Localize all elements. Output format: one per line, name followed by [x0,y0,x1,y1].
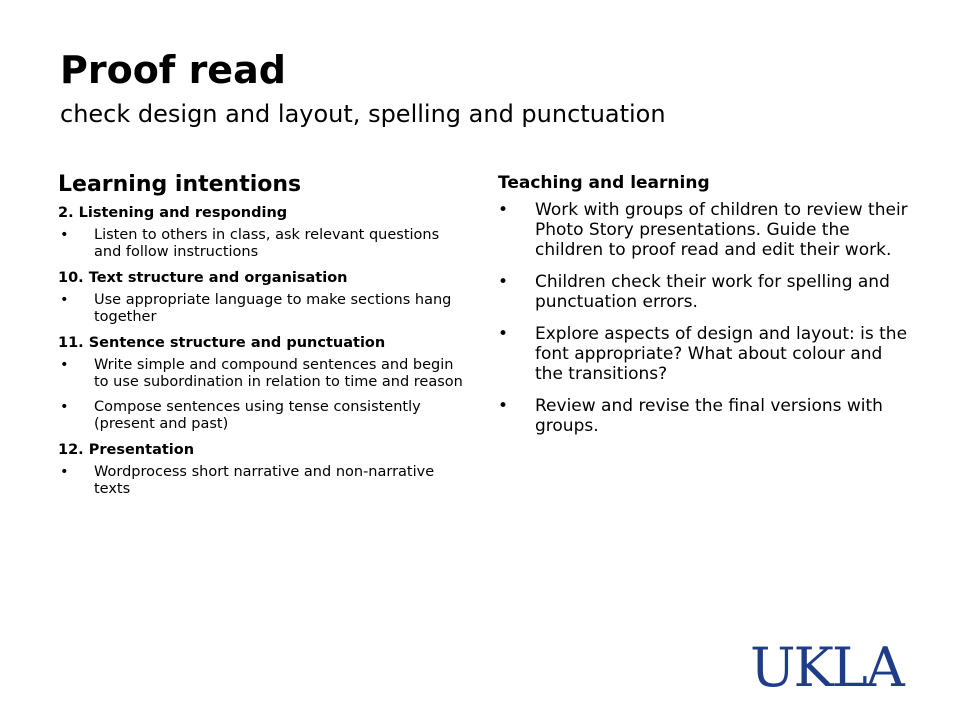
list-item [58,227,468,261]
list-item [58,292,468,326]
title-block [60,44,920,130]
ukla-logo-text: UKLA [750,636,903,696]
list-item [498,200,908,260]
section-heading-listening: 2. Listening and responding [58,205,288,221]
bullet-icon: • [498,396,509,416]
list-item-text: Children check their work for spelling and punctuation errors. [535,272,890,312]
bullet-list-listening [58,227,468,261]
list-item-text: Explore aspects of design and layout: is the font appropriate? What about colour and the transitions? [535,324,908,384]
teaching-learning-list [498,200,908,436]
list-item-text: Use appropriate language to make sections hang together [94,292,452,325]
section-heading-text-structure: 10. Text structure and organisation [58,270,348,286]
section-heading-sentence-structure: 11. Sentence structure and punctuation [58,335,386,351]
section-heading-presentation: 12. Presentation [58,442,195,458]
bullet-icon: • [60,399,69,415]
teaching-learning-column [498,172,908,448]
bullet-icon: • [498,272,509,292]
learning-intentions-heading: Learning intentions [58,172,302,197]
ukla-logo [750,632,916,696]
learning-intentions-column [58,170,468,506]
list-item [58,464,468,498]
bullet-icon: • [60,464,69,480]
bullet-icon: • [60,292,69,308]
bullet-list-sentence-structure [58,357,468,433]
bullet-icon: • [60,227,69,243]
list-item [58,399,468,433]
bullet-list-presentation [58,464,468,498]
list-item [58,357,468,391]
list-item-text: Compose sentences using tense consistently (present and past) [94,399,421,432]
list-item-text: Write simple and compound sentences and begin to use subordination in relation to time and reason [94,357,463,390]
teaching-learning-heading: Teaching and learning [498,173,710,193]
bullet-icon: • [60,357,69,373]
list-item [498,396,908,436]
list-item [498,324,908,384]
bullet-list-text-structure [58,292,468,326]
slide-subtitle: check design and layout, spelling and punctuation [60,100,666,128]
bullet-icon: • [498,324,509,344]
bullet-icon: • [498,200,509,220]
list-item [498,272,908,312]
list-item-text: Listen to others in class, ask relevant questions and follow instructions [94,227,440,260]
slide-title: Proof read [60,48,286,92]
list-item-text: Wordprocess short narrative and non-narrative texts [94,464,435,497]
list-item-text: Review and revise the final versions with groups. [535,396,883,436]
list-item-text: Work with groups of children to review their Photo Story presentations. Guide the children to proof read and edit their work. [535,200,908,260]
